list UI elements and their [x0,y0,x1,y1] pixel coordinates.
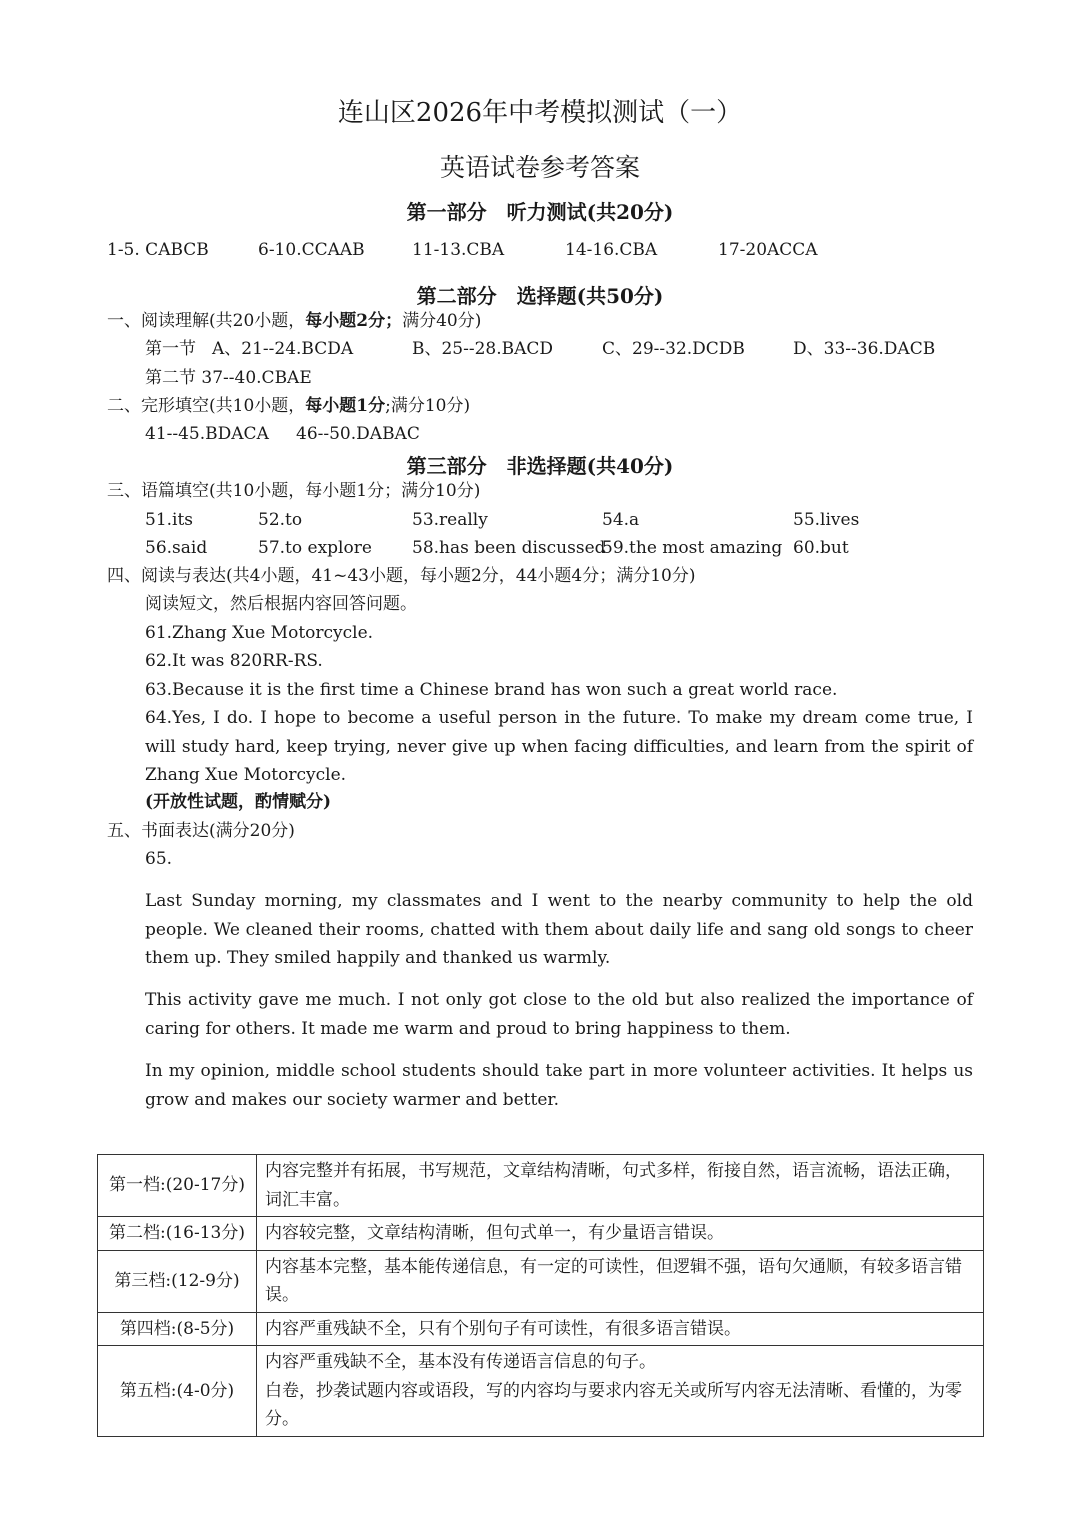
rubric-description-cell [257,1346,984,1437]
section1-label: 第一节 [145,339,196,359]
rubric-row [98,1250,984,1312]
rubric-description: 内容严重残缺不全，只有个别句子有可读性，有很多语言错误。 [257,1312,984,1346]
writing-label: 五、书面表达(满分20分) [107,821,295,841]
rubric-level: 第二档:(16-13分) [98,1217,257,1251]
rubric-row [98,1312,984,1346]
rubric-row [98,1155,984,1217]
rubric-description-extra: 白卷，抄袭试题内容或语段，写的内容均与要求内容无关或所写内容无法清晰、看懂的，为零分。 [265,1380,962,1429]
document-title: 连山区2026年中考模拟测试（一） [337,98,743,128]
reading-b-answers: B、25--28.BACD [412,339,554,359]
open-question-note: (开放性试题，酌情赋分) [145,792,332,812]
grammar-answer-52: 52.to [258,510,303,530]
essay-paragraph-2: This activity gave me much. I not only got close to the old but also realized the importance of caring for others. It made me warm and proud to bring happiness to them. [145,990,973,1039]
rubric-description: 内容基本完整，基本能传递信息，有一定的可读性，但逻辑不强，语句欠通顺，有较多语言错误。 [257,1250,984,1312]
grammar-answer-58: 58.has been discussed [412,538,606,558]
cloze-label-b: 每小题1分 [305,396,386,416]
reading-label [107,309,481,333]
rubric-description: 内容严重残缺不全，基本没有传递语言信息的句子。 [265,1352,656,1372]
grammar-label: 三、语篇填空(共10小题，每小题1分；满分10分) [107,481,481,501]
reading-label-b: 每小题2分； [305,311,403,331]
cloze-label-c: ;满分10分) [385,396,471,416]
grammar-answer-55: 55.lives [793,510,860,530]
rubric-level: 第四档:(8-5分) [98,1312,257,1346]
rubric-level: 第一档:(20-17分) [98,1155,257,1217]
reading-expression-label: 四、阅读与表达(共4小题，41~43小题，每小题2分，44小题4分；满分10分) [107,566,696,586]
essay-paragraph-3: In my opinion, middle school students should take part in more volunteer activities. It helps us grow and makes our society warmer and better. [145,1061,973,1110]
grammar-answer-56: 56.said [145,538,208,558]
reading-d-answers: D、33--36.DACB [793,339,936,359]
answer-61: 61.Zhang Xue Motorcycle. [145,623,374,643]
cloze-label [107,394,470,418]
answer-64: 64.Yes, I do. I hope to become a useful person in the future. To make my dream come true, I will study hard, keep trying, never give up when facing difficulties, and learn from the spirit of Zhang Xue Motorcycle. [145,708,973,785]
answer-1-5: 1-5. CABCB [107,240,209,260]
answer-6-10: 6-10.CCAAB [258,240,365,260]
question-65-number: 65. [145,849,173,869]
grammar-answer-51: 51.its [145,510,194,530]
grammar-answer-60: 60.but [793,538,849,558]
rubric-description: 内容完整并有拓展，书写规范，文章结构清晰，句式多样，衔接自然，语言流畅，语法正确，词汇丰富。 [257,1155,984,1217]
scoring-rubric-table [97,1154,984,1437]
part1-heading: 第一部分 听力测试(共20分) [406,200,674,224]
answer-14-16: 14-16.CBA [565,240,658,260]
answer-63: 63.Because it is the first time a Chinese brand has won such a great world race. [145,680,838,700]
reading-label-a: 一、阅读理解(共20小题， [107,311,306,331]
grammar-answer-57: 57.to explore [258,538,372,558]
grammar-answer-59: 59.the most amazing [602,538,783,558]
answer-11-13: 11-13.CBA [412,240,505,260]
reading-a-answers: A、21--24.BCDA [212,339,354,359]
part2-heading: 第二部分 选择题(共50分) [416,284,664,308]
essay-paragraph-1: Last Sunday morning, my classmates and I went to the nearby community to help the old people. We cleaned their rooms, chatted with them about daily life and sang old songs to cheer them up. They smiled happily and thanked us warmly. [145,891,973,968]
rubric-level: 第五档:(4-0分) [98,1346,257,1437]
rubric-row [98,1346,984,1437]
rubric-description: 内容较完整，文章结构清晰，但句式单一，有少量语言错误。 [257,1217,984,1251]
reading-expression-instruction: 阅读短文，然后根据内容回答问题。 [145,594,417,614]
grammar-answer-54: 54.a [602,510,640,530]
rubric-level: 第三档:(12-9分) [98,1250,257,1312]
cloze-answers-46-50: 46--50.DABAC [296,424,420,444]
rubric-row [98,1217,984,1251]
cloze-label-a: 二、完形填空(共10小题， [107,396,306,416]
answer-17-20: 17-20ACCA [718,240,818,260]
reading-c-answers: C、29--32.DCDB [602,339,745,359]
document-subtitle: 英语试卷参考答案 [439,153,640,182]
section2-answers: 第二节 37--40.CBAE [145,368,312,388]
answer-62: 62.It was 820RR-RS. [145,651,323,671]
grammar-answer-53: 53.really [412,510,488,530]
reading-label-c: 满分40分) [402,311,482,331]
cloze-answers-41-45: 41--45.BDACA [145,424,269,444]
part3-heading: 第三部分 非选择题(共40分) [406,454,674,478]
